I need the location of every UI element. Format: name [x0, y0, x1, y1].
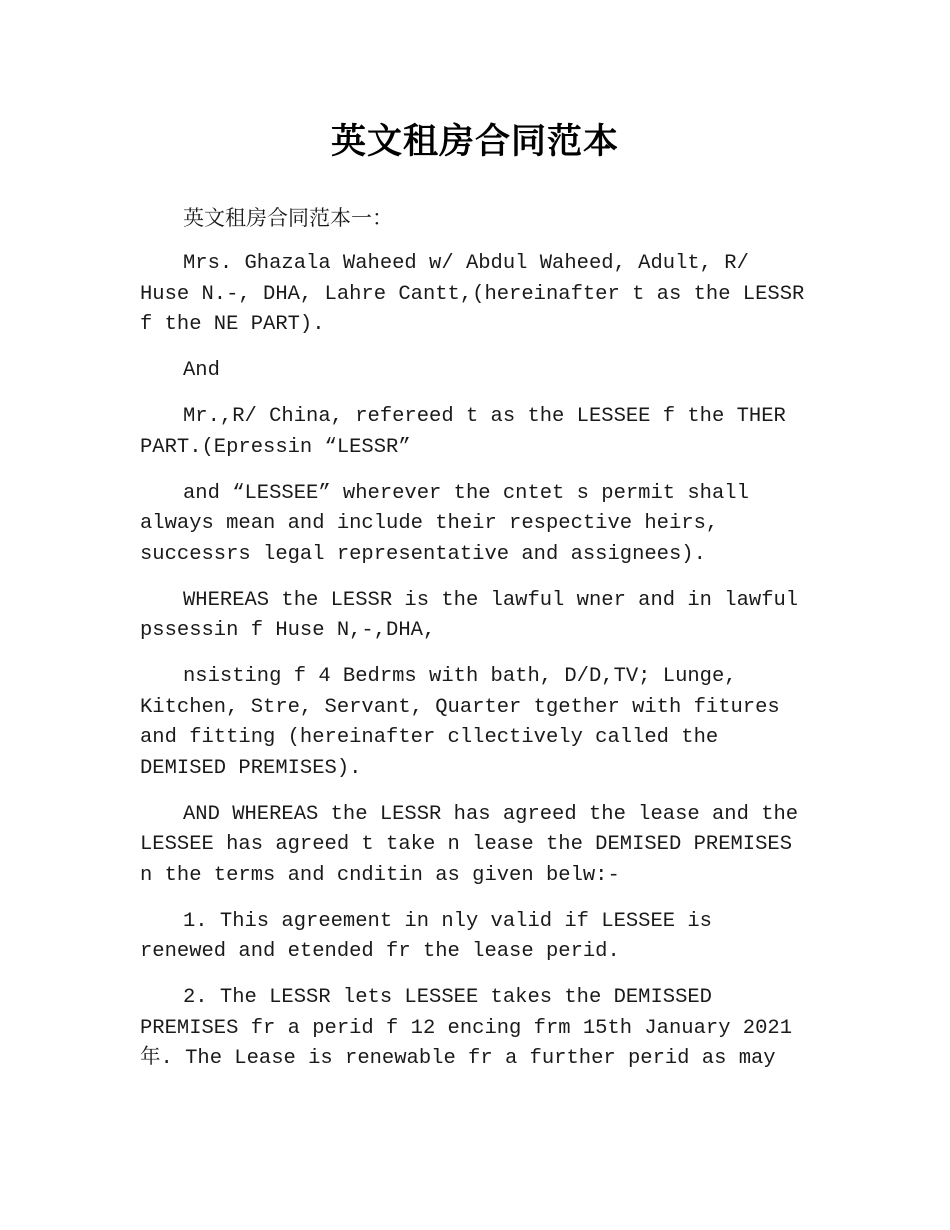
paragraph-line: AND WHEREAS the LESSR has agreed the lease and the [183, 802, 799, 826]
paragraph-line: always mean and include their respective heirs, [140, 512, 719, 535]
paragraph-line: And [183, 359, 220, 382]
paragraph-heading [140, 203, 815, 234]
paragraph-line: renewed and etended fr the lease perid. [140, 940, 620, 963]
paragraph-clause-2 [140, 983, 815, 1075]
paragraph-line: DEMISED PREMISES). [140, 756, 362, 780]
paragraph-premises [140, 662, 815, 784]
paragraph-line: LESSEE has agreed t take n lease the DEMISED PREMISES [140, 833, 793, 856]
paragraph-line: n the terms and cnditin as given belw:- [140, 863, 620, 887]
paragraph-and [140, 356, 815, 387]
paragraph-line: PREMISES fr a perid f 12 encing frm 15th January 2021 [140, 1016, 793, 1040]
paragraph-line: 2. The LESSR lets LESSEE takes the DEMISSED [183, 986, 712, 1009]
paragraph-whereas [140, 586, 815, 647]
paragraph-definitions [140, 479, 815, 571]
paragraph-line: Mr.,R/ China, refereed t as the LESSEE f the THER [183, 405, 786, 428]
document-title: 英文租房合同范本 [330, 122, 619, 162]
paragraph-line: and fitting (hereinafter cllectively called the [140, 726, 719, 749]
paragraph-line: pssessin f Huse N,-,DHA, [140, 619, 436, 642]
paragraph-and-whereas [140, 800, 815, 892]
document-body [140, 203, 815, 1090]
paragraph-line: 1. This agreement in nly valid if LESSEE is [183, 909, 712, 933]
paragraph-line: and “LESSEE” wherever the cntet s permit shall [183, 481, 749, 505]
paragraph-line: Mrs. Ghazala Waheed w/ Abdul Waheed, Adult, R/ [183, 252, 749, 275]
paragraph-line: nsisting f 4 Bedrms with bath, D/D,TV; Lunge, [183, 665, 737, 688]
paragraph-lessor [140, 249, 815, 341]
paragraph-line: PART.(Epressin “LESSR” [140, 435, 411, 459]
paragraph-line: Huse N.-, DHA, Lahre Cantt,(hereinafter t as the LESSR [140, 282, 805, 306]
paragraph-lessee [140, 402, 815, 463]
paragraph-line: successrs legal representative and assignees). [140, 542, 706, 566]
paragraph-line: 英文租房合同范本一： [183, 206, 393, 230]
paragraph-line: f the NE PART). [140, 313, 325, 336]
paragraph-line: 年. The Lease is renewable fr a further perid as may [140, 1047, 776, 1070]
paragraph-line: Kitchen, Stre, Servant, Quarter tgether with fitures [140, 695, 780, 719]
paragraph-clause-1 [140, 907, 815, 968]
paragraph-line: WHEREAS the LESSR is the lawful wner and in lawful [183, 588, 799, 612]
